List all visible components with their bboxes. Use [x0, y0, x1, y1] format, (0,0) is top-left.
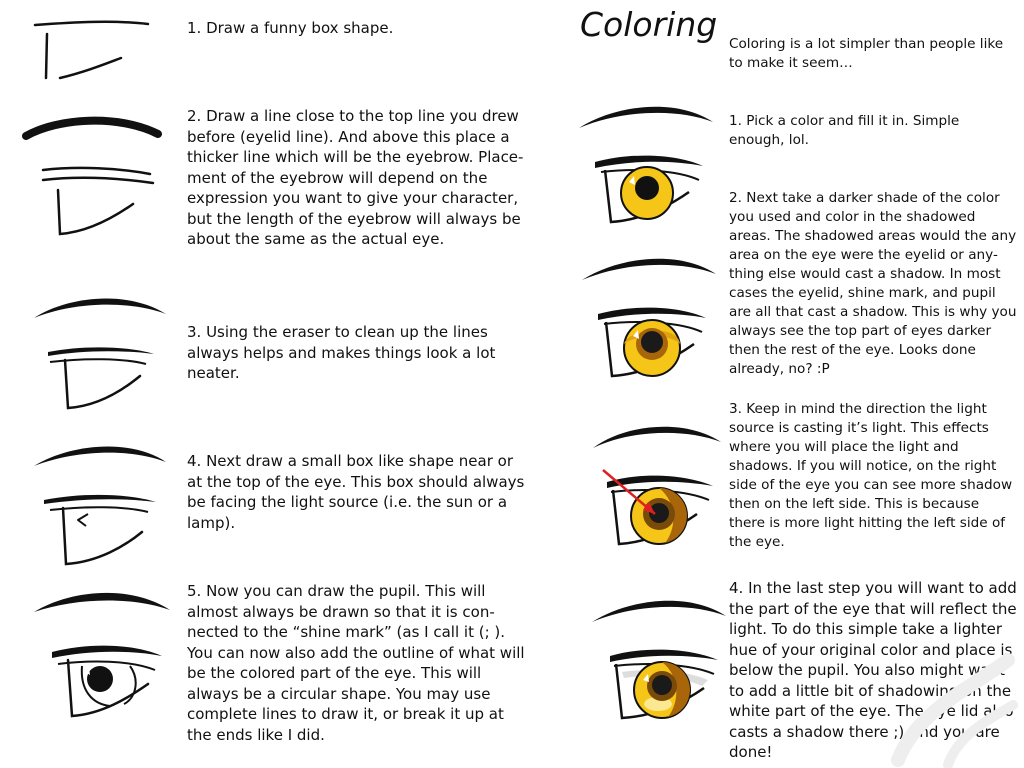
watermark-decoration: [858, 650, 1018, 768]
colored-eye-shadowed-icon: [580, 252, 720, 382]
coloring-title: Coloring: [580, 5, 718, 44]
coloring-step-3-text: 3. Keep in mind the direction the light source is casting it’s light. This effects where you will place the light and shadows. If you will notice, on the right side of the eye you can see more shadow then on the left side. This is because there is more light hitting the left side of the eye.: [729, 401, 1013, 550]
eye-shine-mark-icon: [30, 440, 170, 570]
coloring-step-4-text: 4. In the last step you will want to add the part of the eye that will reflect the light. To do this simple take a lighter hue of your original color and place is below the pupil. You also might want to add a little bit of shadowing on the white part of the eye. The eye lid also casts a shadow there ;) And you are done!: [729, 579, 1017, 761]
step-1-text: 1. Draw a funny box shape.: [187, 19, 394, 37]
colored-eye-light-direction-icon: [585, 418, 725, 553]
step-2-text: 2. Draw a line close to the top line you drew before (eyelid line). And above this place a thicker line which will be the eyebrow. Place-ment of the eyebrow will depend on the expression you want to give your character, but the length of the eyebrow will always be about the same as the actual eye.: [187, 107, 524, 248]
step-3-text: 3. Using the eraser to clean up the lines always helps and makes things look a lot neater.: [187, 323, 496, 382]
colored-eye-highlight-icon: [590, 592, 730, 727]
coloring-intro: Coloring is a lot simpler than people like to make it seem…: [729, 36, 1004, 71]
eye-eyebrow-eyelid-icon: [18, 108, 168, 248]
eye-outline-box-icon: [25, 12, 155, 87]
step-4-text: 4. Next draw a small box like shape near or at the top of the eye. This box should always be facing the light source (i.e. the sun or a lamp).: [187, 452, 525, 532]
eye-pupil-iris-icon: [30, 580, 175, 720]
coloring-step-2-text: 2. Next take a darker shade of the color you used and color in the shadowed areas. The shadowed areas would the any area on the eye were the eyelid or any-thing else would cast a shadow. In most cases the eyelid, shine mark, and pupil are all that cast a shadow. This is why you always see the top part of eyes darker then the rest of the eye. Looks done already, no? :P: [729, 190, 1017, 377]
eye-cleaned-lines-icon: [28, 290, 168, 415]
coloring-step-1-text: 1. Pick a color and fill it in. Simple enough, lol.: [729, 113, 960, 148]
step-5-text: 5. Now you can draw the pupil. This will almost always be drawn so that it is con-nected to the “shine mark” (as I call it (; ). You can now also add the outline of what will be the colored part of the eye. This will always be a circular shape. You may use complete lines to draw it, or break it up at the ends like I did.: [187, 582, 525, 744]
colored-eye-flat-icon: [577, 100, 717, 230]
